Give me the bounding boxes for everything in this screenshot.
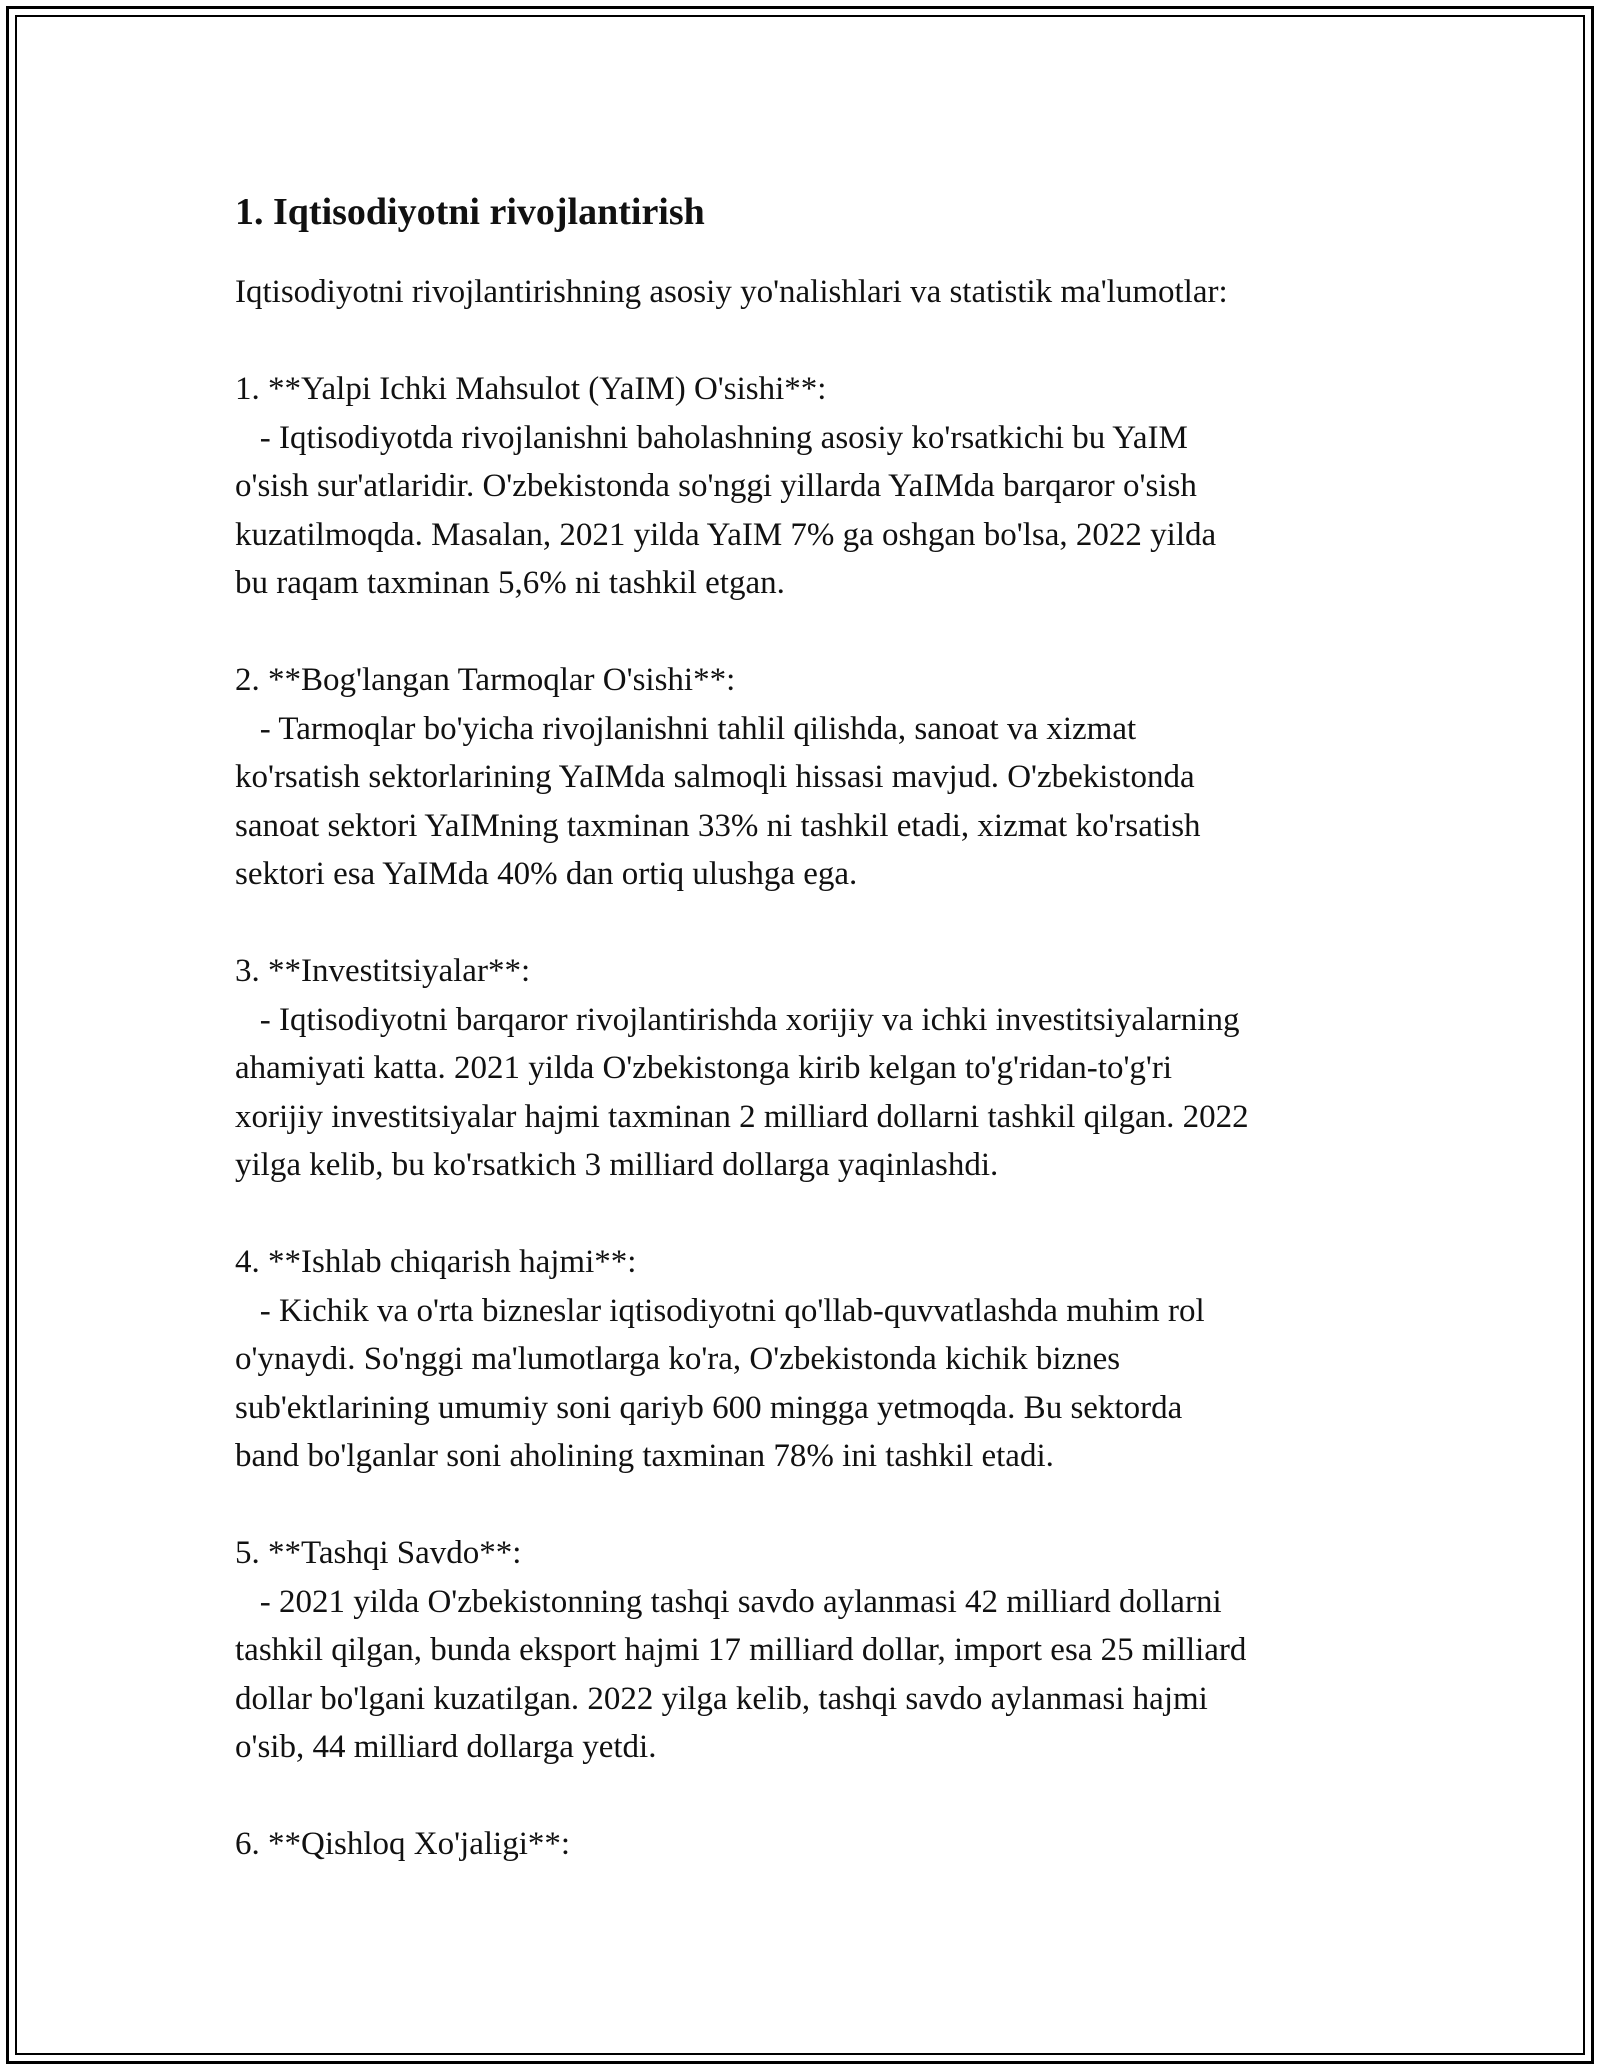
section-line: sub'ektlarining umumiy soni qariyb 600 mingga yetmoqda. Bu sektorda [235,1389,1183,1426]
section-line: band bo'lganlar soni aholining taxminan 78% ini tashkil etadi. [235,1438,1054,1474]
section-line: ahamiyati katta. 2021 yilda O'zbekistonga kirib kelgan to'g'ridan-to'g'ri [235,1050,1172,1086]
section-line: sanoat sektori YaIMning taxminan 33% ni tashkil etadi, xizmat ko'rsatish [235,807,1201,844]
section-heading: 5. **Tashqi Savdo**: [235,1535,522,1571]
section-line: kuzatilmoqda. Masalan, 2021 yilda YaIM 7% ga oshgan bo'lsa, 2022 yilda [235,516,1217,553]
section-line: tashkil qilgan, bunda eksport hajmi 17 milliard dollar, import esa 25 milliard [235,1632,1247,1668]
section-line: xorijiy investitsiyalar hajmi taxminan 2 milliard dollarni tashkil qilgan. 2022 [235,1098,1249,1135]
section-line: - Iqtisodiyotda rivojlanishni baholashning asosiy ko'rsatkichi bu YaIM [235,419,1188,456]
section-heading: 4. **Ishlab chiqarish hajmi**: [235,1244,637,1280]
section-heading: 3. **Investitsiyalar**: [235,953,531,989]
section-line: - 2021 yilda O'zbekistonning tashqi savdo aylanmasi 42 milliard dollarni [235,1583,1222,1620]
section-line: - Kichik va o'rta bizneslar iqtisodiyotni qo'llab-quvvatlashda muhim rol [235,1292,1205,1329]
section-5 [235,1529,1375,1772]
section-heading: 2. **Bog'langan Tarmoqlar O'sishi**: [235,662,736,698]
section-1 [235,365,1375,608]
section-line: bu raqam taxminan 5,6% ni tashkil etgan. [235,565,785,601]
section-3 [235,947,1375,1190]
section-line: sektori esa YaIMda 40% dan ortiq ulushga ega. [235,856,858,892]
section-line: o'sib, 44 milliard dollarga yetdi. [235,1729,657,1765]
section-2 [235,656,1375,899]
section-line: o'ynaydi. So'nggi ma'lumotlarga ko'ra, O'zbekistonda kichik biznes [235,1341,1121,1377]
document-body [235,186,1375,1869]
section-6 [235,1820,1375,1869]
section-heading: 1. **Yalpi Ichki Mahsulot (YaIM) O'sishi**: [235,371,827,407]
section-heading: 6. **Qishloq Xo'jaligi**: [235,1826,571,1862]
document-title: 1. Iqtisodiyotni rivojlantirish [235,191,705,233]
section-line: yilga kelib, bu ko'rsatkich 3 milliard dollarga yaqinlashdi. [235,1147,999,1183]
section-line: - Iqtisodiyotni barqaror rivojlantirishda xorijiy va ichki investitsiyalarning [235,1001,1240,1038]
section-4 [235,1238,1375,1481]
section-line: ko'rsatish sektorlarining YaIMda salmoqli hissasi mavjud. O'zbekistonda [235,759,1195,795]
section-line: - Tarmoqlar bo'yicha rivojlanishni tahlil qilishda, sanoat va xizmat [235,710,1137,747]
section-line: dollar bo'lgani kuzatilgan. 2022 yilga kelib, tashqi savdo aylanmasi hajmi [235,1680,1208,1717]
document-intro: Iqtisodiyotni rivojlantirishning asosiy yo'nalishlari va statistik ma'lumotlar: [235,274,1228,310]
section-line: o'sish sur'atlaridir. O'zbekistonda so'nggi yillarda YaIMda barqaror o'sish [235,468,1197,504]
